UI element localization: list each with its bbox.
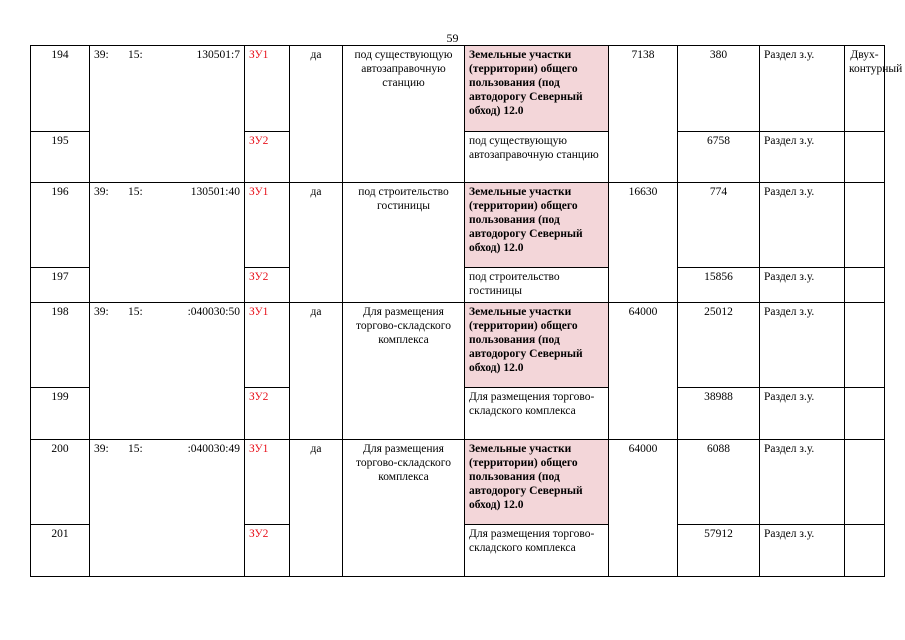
permitted-use-cell: Земельные участки (территории) общего пользования (под автодорогу Северный обход) 12.0 xyxy=(465,46,609,132)
permitted-use-cell: Для размещения торгово-складского комплекса xyxy=(465,388,609,440)
total-area-cell: 16630 xyxy=(609,183,678,303)
table-row xyxy=(31,440,885,525)
plot-code: ЗУ2 xyxy=(245,525,290,577)
row-number: 194 xyxy=(31,46,90,132)
purpose-cell: Для размещения торгово-складского комплекса xyxy=(343,303,465,440)
cadastral-number: 39: 15: 130501:7 xyxy=(90,46,245,183)
note-cell xyxy=(845,303,885,388)
page-number: 59 xyxy=(446,31,459,45)
total-area-cell: 64000 xyxy=(609,303,678,440)
action-cell: Раздел з.у. xyxy=(760,183,845,268)
plot-code: ЗУ2 xyxy=(245,268,290,303)
cadastral-number: 39: 15: :040030:49 xyxy=(90,440,245,577)
total-area-cell: 7138 xyxy=(609,46,678,183)
row-number: 196 xyxy=(31,183,90,268)
table-row xyxy=(31,46,885,132)
note-cell xyxy=(845,388,885,440)
permitted-use-cell: Земельные участки (территории) общего пользования (под автодорогу Северный обход) 12.0 xyxy=(465,183,609,268)
action-cell: Раздел з.у. xyxy=(760,132,845,183)
action-cell: Раздел з.у. xyxy=(760,440,845,525)
action-cell: Раздел з.у. xyxy=(760,388,845,440)
plot-code: ЗУ2 xyxy=(245,388,290,440)
row-number: 199 xyxy=(31,388,90,440)
note-cell xyxy=(845,183,885,268)
permitted-use-cell: Земельные участки (территории) общего пользования (под автодорогу Северный обход) 12.0 xyxy=(465,303,609,388)
part-area-cell: 25012 xyxy=(678,303,760,388)
note-cell: Двух-контурный xyxy=(845,46,885,132)
plot-code: ЗУ2 xyxy=(245,132,290,183)
note-cell xyxy=(845,440,885,525)
plot-code: ЗУ1 xyxy=(245,46,290,132)
plot-code: ЗУ1 xyxy=(245,440,290,525)
flag-cell: да xyxy=(290,440,343,577)
row-number: 195 xyxy=(31,132,90,183)
purpose-cell: под строительство гостиницы xyxy=(343,183,465,303)
permitted-use-cell: Для размещения торгово-складского комплекса xyxy=(465,525,609,577)
row-number: 198 xyxy=(31,303,90,388)
purpose-cell: под существующую автозаправочную станцию xyxy=(343,46,465,183)
action-cell: Раздел з.у. xyxy=(760,303,845,388)
plot-code: ЗУ1 xyxy=(245,183,290,268)
purpose-cell: Для размещения торгово-складского комплекса xyxy=(343,440,465,577)
permitted-use-cell: под строительство гостиницы xyxy=(465,268,609,303)
note-cell xyxy=(845,268,885,303)
total-area-cell: 64000 xyxy=(609,440,678,577)
flag-cell: да xyxy=(290,46,343,183)
action-cell: Раздел з.у. xyxy=(760,46,845,132)
note-cell xyxy=(845,525,885,577)
land-plots-table xyxy=(30,45,903,577)
note-cell xyxy=(845,132,885,183)
part-area-cell: 380 xyxy=(678,46,760,132)
action-cell: Раздел з.у. xyxy=(760,525,845,577)
row-number: 200 xyxy=(31,440,90,525)
flag-cell: да xyxy=(290,303,343,440)
permitted-use-cell: под существующую автозаправочную станцию xyxy=(465,132,609,183)
table-row xyxy=(31,303,885,388)
cadastral-number: 39: 15: :040030:50 xyxy=(90,303,245,440)
table-row xyxy=(31,183,885,268)
permitted-use-cell: Земельные участки (территории) общего пользования (под автодорогу Северный обход) 12.0 xyxy=(465,440,609,525)
flag-cell: да xyxy=(290,183,343,303)
part-area-cell: 15856 xyxy=(678,268,760,303)
row-number: 197 xyxy=(31,268,90,303)
cadastral-number: 39: 15: 130501:40 xyxy=(90,183,245,303)
part-area-cell: 774 xyxy=(678,183,760,268)
part-area-cell: 6088 xyxy=(678,440,760,525)
action-cell: Раздел з.у. xyxy=(760,268,845,303)
part-area-cell: 6758 xyxy=(678,132,760,183)
part-area-cell: 57912 xyxy=(678,525,760,577)
part-area-cell: 38988 xyxy=(678,388,760,440)
row-number: 201 xyxy=(31,525,90,577)
plot-code: ЗУ1 xyxy=(245,303,290,388)
